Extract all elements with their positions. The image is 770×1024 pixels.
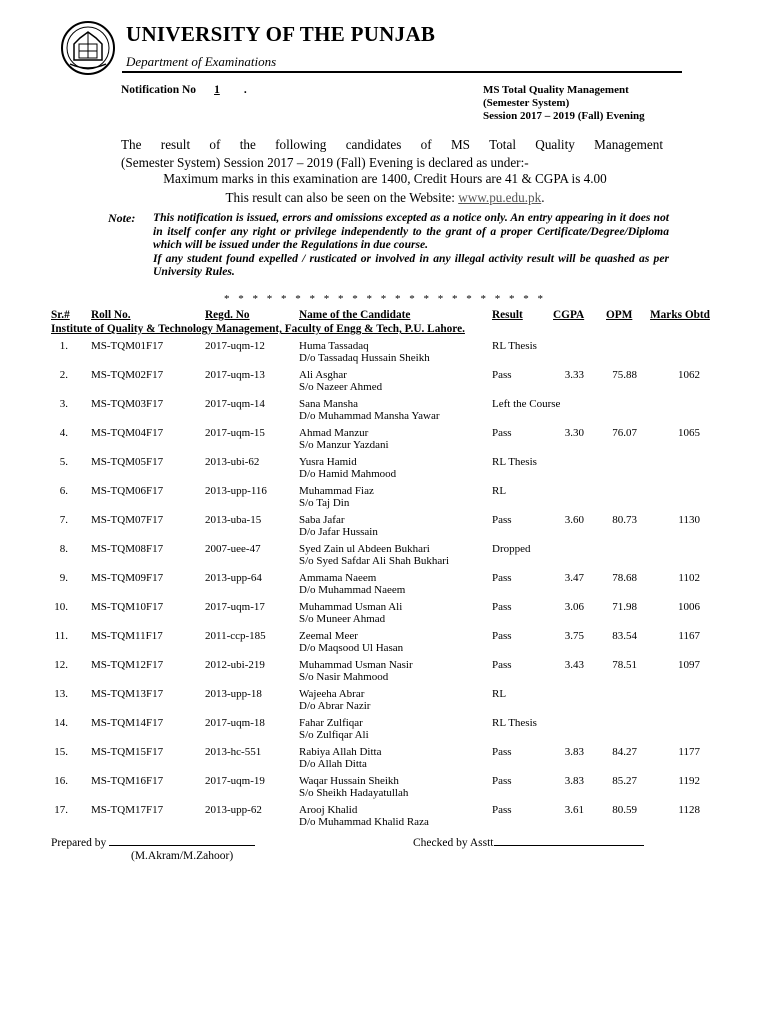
row-opm: 83.54	[612, 630, 637, 642]
notification-number-value: 1	[214, 84, 220, 96]
note-label: Note:	[108, 211, 136, 225]
row-sr: 11.	[54, 630, 68, 642]
row-result: RL Thesis	[492, 717, 537, 729]
row-result: Pass	[492, 804, 512, 816]
department-name: Department of Examinations	[126, 54, 277, 69]
university-name: UNIVERSITY OF THE PUNJAB	[126, 22, 436, 46]
row-opm: 78.68	[612, 572, 637, 584]
row-sr: 13.	[54, 688, 68, 700]
row-regd: 2013-hc-551	[205, 746, 262, 758]
row-cgpa: 3.60	[564, 514, 584, 526]
table-row	[0, 427, 770, 456]
table-row	[0, 746, 770, 775]
row-regd: 2013-uba-15	[205, 514, 262, 526]
preparer-names: (M.Akram/M.Zahoor)	[131, 850, 234, 862]
checked-by: Checked by Asstt	[413, 836, 644, 849]
row-sr: 8.	[59, 543, 68, 555]
header-marks: Marks Obtd	[650, 309, 710, 321]
row-marks: 1065	[678, 427, 700, 439]
row-name: Yusra Hamid D/o Hamid Mahmood	[299, 456, 397, 481]
row-sr: 15.	[54, 746, 68, 758]
row-regd: 2013-upp-62	[205, 804, 262, 816]
row-result: RL	[492, 688, 507, 700]
row-result: Pass	[492, 659, 512, 671]
row-sr: 6.	[59, 485, 68, 497]
row-marks: 1167	[678, 630, 700, 642]
row-result: RL Thesis	[492, 340, 537, 352]
prepared-by: Prepared by	[51, 836, 255, 849]
table-row	[0, 775, 770, 804]
row-regd: 2013-upp-116	[205, 485, 267, 497]
row-regd: 2012-ubi-219	[205, 659, 265, 671]
row-name: Sana Mansha D/o Muhammad Mansha Yawar	[299, 398, 440, 423]
header-regd: Regd. No	[205, 309, 250, 321]
row-opm: 80.73	[612, 514, 637, 526]
row-roll: MS-TQM10F17	[91, 601, 164, 613]
row-result: Pass	[492, 775, 512, 787]
table-row	[0, 543, 770, 572]
row-cgpa: 3.83	[564, 746, 584, 758]
header-name: Name of the Candidate	[299, 309, 411, 321]
row-sr: 5.	[59, 456, 68, 468]
institute-heading: Institute of Quality & Technology Management, Faculty of Engg & Tech, P.U. Lahore.	[51, 323, 465, 335]
row-cgpa: 3.75	[564, 630, 584, 642]
row-name: Huma Tassadaq D/o Tassadaq Hussain Sheikh	[299, 340, 430, 365]
row-opm: 75.88	[612, 369, 637, 381]
row-roll: MS-TQM09F17	[91, 572, 164, 584]
row-name: Ahmad Manzur S/o Manzur Yazdani	[299, 427, 389, 452]
intro-line-1: The result of the following candidates of MS Total Quality Management	[121, 137, 663, 152]
row-cgpa: 3.83	[564, 775, 584, 787]
row-cgpa: 3.47	[564, 572, 584, 584]
row-result: RL	[492, 485, 507, 497]
intro-line-2: (Semester System) Session 2017 – 2019 (Fall) Evening is declared as under:-	[121, 155, 529, 170]
row-regd: 2017-uqm-14	[205, 398, 265, 410]
row-roll: MS-TQM03F17	[91, 398, 164, 410]
row-regd: 2017-uqm-19	[205, 775, 265, 787]
row-roll: MS-TQM08F17	[91, 543, 164, 555]
table-row	[0, 398, 770, 427]
table-row	[0, 514, 770, 543]
row-result: Pass	[492, 572, 512, 584]
row-result: Left the Course	[492, 398, 561, 410]
row-name: Waqar Hussain Sheikh S/o Sheikh Hadayatullah	[299, 775, 409, 800]
website-line: This result can also be seen on the Website: www.pu.edu.pk.	[225, 190, 545, 205]
row-roll: MS-TQM04F17	[91, 427, 164, 439]
row-roll: MS-TQM17F17	[91, 804, 164, 816]
row-opm: 80.59	[612, 804, 637, 816]
row-name: Muhammad Usman Ali S/o Muneer Ahmad	[299, 601, 403, 626]
row-sr: 9.	[59, 572, 68, 584]
row-sr: 7.	[59, 514, 68, 526]
table-row	[0, 630, 770, 659]
header-divider	[122, 71, 682, 73]
row-sr: 12.	[54, 659, 68, 671]
row-regd: 2017-uqm-18	[205, 717, 265, 729]
row-regd: 2013-upp-18	[205, 688, 262, 700]
row-roll: MS-TQM14F17	[91, 717, 164, 729]
max-marks-line: Maximum marks in this examination are 1400, Credit Hours are 41 & CGPA is 4.00	[163, 171, 607, 186]
row-regd: 2017-uqm-12	[205, 340, 265, 352]
row-result: Pass	[492, 514, 512, 526]
row-regd: 2017-uqm-17	[205, 601, 265, 613]
row-sr: 14.	[54, 717, 68, 729]
row-cgpa: 3.33	[564, 369, 584, 381]
row-name: Saba Jafar D/o Jafar Hussain	[299, 514, 378, 539]
row-cgpa: 3.43	[564, 659, 584, 671]
row-marks: 1192	[678, 775, 700, 787]
row-result: RL Thesis	[492, 456, 537, 468]
note-text-2: If any student found expelled / rusticated or involved in any illegal activity result will be quashed as per University Rules.	[153, 251, 669, 279]
row-opm: 84.27	[612, 746, 637, 758]
table-row	[0, 572, 770, 601]
table-row	[0, 688, 770, 717]
table-row	[0, 717, 770, 746]
row-opm: 78.51	[612, 659, 637, 671]
table-row	[0, 369, 770, 398]
table-row	[0, 659, 770, 688]
checked-by-signature-line	[494, 836, 644, 846]
row-sr: 1.	[59, 340, 68, 352]
row-name: Fahar Zulfiqar S/o Zulfiqar Ali	[299, 717, 369, 742]
row-result: Pass	[492, 746, 512, 758]
table-row	[0, 804, 770, 833]
row-sr: 2.	[59, 369, 68, 381]
row-name: Wajeeha Abrar D/o Abrar Nazir	[299, 688, 371, 713]
row-sr: 10.	[54, 601, 68, 613]
row-name: Syed Zain ul Abdeen Bukhari S/o Syed Safdar Ali Shah Bukhari	[299, 543, 450, 568]
row-marks: 1102	[678, 572, 700, 584]
row-result: Pass	[492, 427, 512, 439]
row-marks: 1177	[678, 746, 700, 758]
row-result: Pass	[492, 369, 512, 381]
row-roll: MS-TQM11F17	[91, 630, 163, 642]
star-separator: * * * * * * * * * * * * * * * * * * * * * * *	[224, 293, 546, 305]
row-result: Pass	[492, 630, 512, 642]
row-result: Dropped	[492, 543, 531, 555]
row-marks: 1097	[678, 659, 700, 671]
row-cgpa: 3.61	[564, 804, 584, 816]
website-link[interactable]: www.pu.edu.pk	[458, 190, 542, 205]
row-opm: 76.07	[612, 427, 637, 439]
row-cgpa: 3.30	[564, 427, 584, 439]
prepared-by-signature-line	[109, 836, 255, 846]
row-opm: 71.98	[612, 601, 637, 613]
note-body	[153, 211, 669, 279]
table-row	[0, 485, 770, 514]
row-name: Ammama Naeem D/o Muhammad Naeem	[299, 572, 406, 597]
row-roll: MS-TQM02F17	[91, 369, 164, 381]
row-roll: MS-TQM13F17	[91, 688, 164, 700]
row-sr: 17.	[54, 804, 68, 816]
note-text-1: This notification is issued, errors and omissions excepted as a notice only. An entry appearing in it does not in itself confer any right or privilege independently to the grant of a proper Certificate/Degree/Diploma which will be issued under the Regulations in due course.	[153, 211, 669, 252]
row-name: Muhammad Fiaz S/o Taj Din	[299, 485, 374, 510]
row-marks: 1128	[678, 804, 700, 816]
row-regd: 2013-upp-64	[205, 572, 262, 584]
row-roll: MS-TQM05F17	[91, 456, 164, 468]
header-sr: Sr.#	[51, 309, 70, 321]
row-result: Pass	[492, 601, 512, 613]
row-name: Muhammad Usman Nasir S/o Nasir Mahmood	[299, 659, 413, 684]
row-marks: 1062	[678, 369, 700, 381]
header-roll: Roll No.	[91, 309, 131, 321]
header-result: Result	[492, 309, 523, 321]
header-cgpa: CGPA	[553, 309, 585, 321]
row-roll: MS-TQM07F17	[91, 514, 164, 526]
row-sr: 16.	[54, 775, 68, 787]
row-name: Zeemal Meer D/o Maqsood Ul Hasan	[299, 630, 404, 655]
table-row	[0, 340, 770, 369]
row-roll: MS-TQM12F17	[91, 659, 164, 671]
row-opm: 85.27	[612, 775, 637, 787]
row-regd: 2017-uqm-13	[205, 369, 265, 381]
row-marks: 1130	[678, 514, 700, 526]
notification-number: Notification No 1 .	[121, 84, 247, 96]
table-row	[0, 601, 770, 630]
row-name: Ali Asghar S/o Nazeer Ahmed	[299, 369, 383, 394]
row-roll: MS-TQM01F17	[91, 340, 164, 352]
row-regd: 2013-ubi-62	[205, 456, 260, 468]
table-row	[0, 456, 770, 485]
row-marks: 1006	[678, 601, 700, 613]
row-cgpa: 3.06	[564, 601, 584, 613]
row-roll: MS-TQM16F17	[91, 775, 164, 787]
row-name: Rabiya Allah Ditta D/o Allah Ditta	[299, 746, 382, 771]
row-regd: 2017-uqm-15	[205, 427, 265, 439]
row-regd: 2011-ccp-185	[205, 630, 266, 642]
row-roll: MS-TQM06F17	[91, 485, 164, 497]
row-regd: 2007-uee-47	[205, 543, 261, 555]
university-logo	[60, 20, 116, 76]
row-sr: 4.	[59, 427, 68, 439]
row-sr: 3.	[59, 398, 68, 410]
header-opm: OPM	[606, 309, 633, 321]
row-roll: MS-TQM15F17	[91, 746, 164, 758]
row-name: Arooj Khalid D/o Muhammad Khalid Raza	[299, 804, 429, 829]
programme-info: MS Total Quality Management (Semester System) Session 2017 – 2019 (Fall) Evening	[483, 84, 645, 122]
